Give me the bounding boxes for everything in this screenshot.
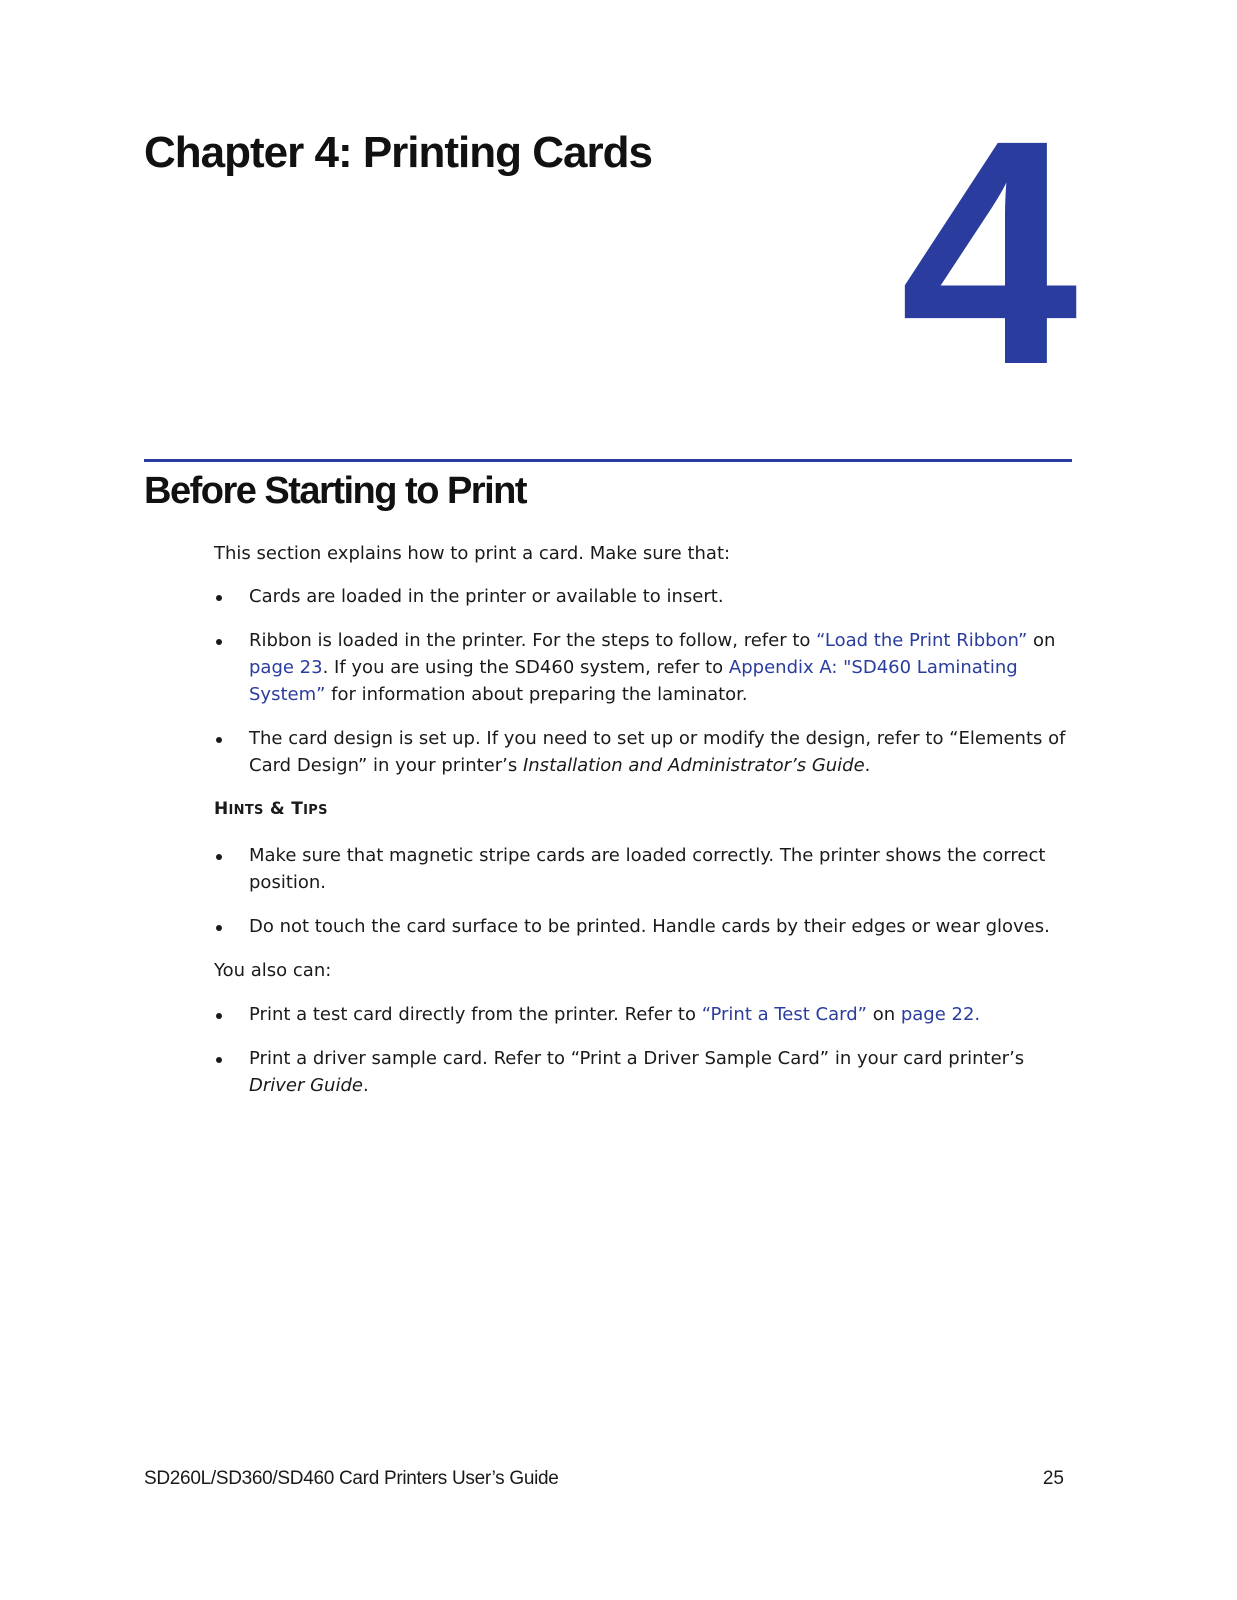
hints-heading-amp: & [263,799,292,819]
intro-text: This section explains how to print a card. Make sure that: [214,543,731,564]
list-item [214,725,1074,779]
list-item-text: . If you are using the SD460 system, refer to [322,657,729,678]
chapter-title: Chapter 4: Printing Cards [144,128,652,177]
bullet-icon [216,737,222,743]
footer-page-number: 25 [1042,1468,1064,1489]
list-item [214,1045,1074,1099]
list-item [214,842,1074,896]
guide-title-italic: Installation and Administrator’s Guide [522,755,865,776]
link-print-test-card[interactable]: “Print a Test Card” [701,1004,867,1025]
chapter-number: 4 [900,73,1072,431]
list-item-text: on [1027,630,1056,651]
list-item-text: Print a driver sample card. Refer to “Print a Driver Sample Card” in your card printer’s [249,1048,1025,1069]
list-item-text: . [864,755,871,776]
list-item [214,583,1074,610]
section-title: Before Starting to Print [144,470,527,512]
link-load-print-ribbon[interactable]: “Load the Print Ribbon” [816,630,1028,651]
bullet-icon [216,1013,222,1019]
list-item-text: on [866,1004,901,1025]
link-appendix-a[interactable]: Appendix A: "SD460 Laminating System” [249,657,1018,705]
list-item-text: Ribbon is loaded in the printer. For the steps to follow, refer to [249,630,817,651]
hints-heading-ints: INTS [228,803,264,818]
list-item-text: Print a test card directly from the printer. Refer to [249,1004,702,1025]
section-divider [144,459,1072,462]
list-item-text: . [362,1075,369,1096]
list-item [214,627,1074,708]
list-item [214,1001,1074,1028]
bullet-icon [216,595,222,601]
section-body [214,540,1074,1116]
hints-heading-h: H [214,799,229,819]
hints-heading-ips: IPS [303,803,328,818]
footer-guide-title: SD260L/SD360/SD460 Card Printers User’s Guide [144,1468,559,1489]
hints-heading [214,796,1074,824]
list-item [214,913,1074,940]
hints-list [214,842,1074,940]
link-page-23[interactable]: page 23 [249,657,323,678]
list-item-text: for information about preparing the laminator. [325,684,748,705]
list-item-text: Cards are loaded in the printer or available to insert. [249,586,724,607]
checklist [214,583,1074,779]
bullet-icon [216,639,222,645]
also-intro: You also can: [214,960,332,981]
list-item-text: Do not touch the card surface to be printed. Handle cards by their edges or wear gloves. [249,916,1050,937]
link-page-22[interactable]: page 22. [900,1004,981,1025]
hints-heading-t: T [291,799,304,819]
list-item-text: The card design is set up. If you need to set up or modify the design, refer to “Elements of Card Design” in your printer’s [249,728,1066,776]
bullet-icon [216,1057,222,1063]
bullet-icon [216,925,222,931]
also-list [214,1001,1074,1099]
driver-guide-italic: Driver Guide [249,1075,363,1096]
list-item-text: Make sure that magnetic stripe cards are loaded correctly. The printer shows the correct position. [249,845,1046,893]
bullet-icon [216,854,222,860]
